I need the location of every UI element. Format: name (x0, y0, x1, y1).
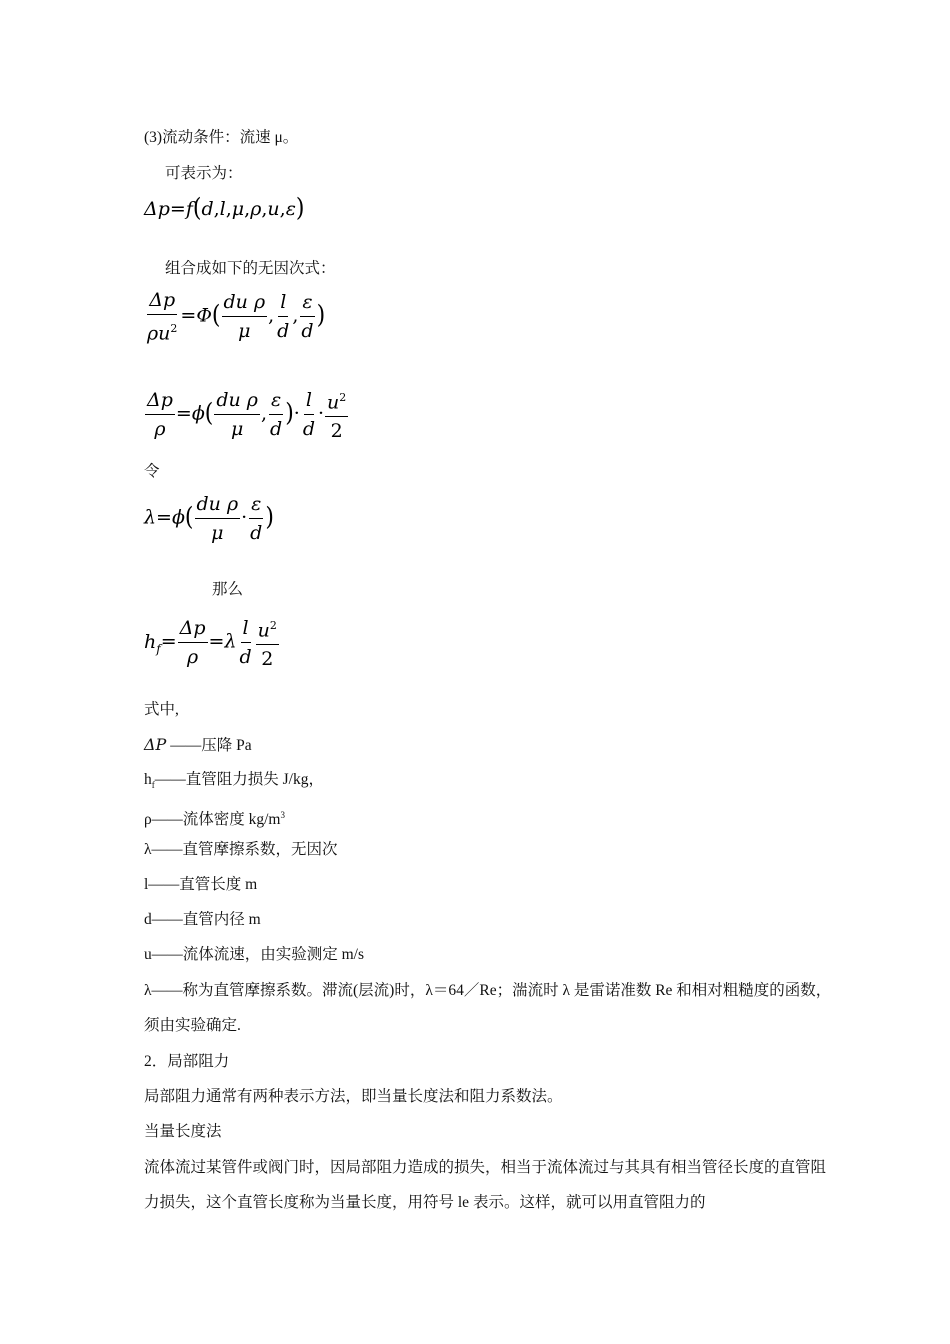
def-velocity: u——流体流速，由实验测定 m/s (144, 946, 365, 963)
expressed-as-line: 可表示为： (165, 165, 243, 182)
def-length: l——直管长度 m (144, 876, 258, 893)
equation-2: $\frac{\Delta p}{\rho u^2}$ =Φ( $\frac{\text{du ρ}}{\mu}$ , $\frac{l}{d}$ , $\frac{\varepsilon}{d}$ ) (147, 289, 326, 345)
equation-5: $h_f=$ $\frac{\Delta p}{\rho}$ =λ $\frac{l}{d}$ $\frac{u^2}{2}$ (144, 614, 280, 671)
equation-3: $\frac{\Delta p}{\rho}$ =ϕ( $\frac{\text{du ρ}}{\mu}$ , $\frac{\varepsilon}{d}$ )· $\frac{l}{d}$ · $\frac{u^2}{2}$ (144, 386, 349, 443)
def-friction-factor-explanation: λ——称为直管摩擦系数。滞流(层流)时，λ＝64／Re；湍流时 λ 是雷诺准数 Re 和相对粗糙度的函数，须由实验确定. (144, 982, 832, 1034)
let-line: 令 (144, 463, 160, 480)
equivalent-length-heading: 当量长度法 (144, 1123, 222, 1140)
equation-1: Δp=f(d,l,μ,ρ,u,ε) (144, 194, 305, 223)
def-head-loss: $h_f——$直管阻力损失 J/kg， (144, 771, 324, 791)
def-pressure-drop: ΔP ——压降 Pa (144, 735, 252, 754)
equivalent-length-paragraph: 流体流过某管件或阀门时，因局部阻力造成的损失，相当于流体流过与其具有相当管径长度的直管阻力损失，这个直管长度称为当量长度，用符号 le 表示。这样，就可以用直管阻力的 (144, 1159, 827, 1211)
section-2-intro: 局部阻力通常有两种表示方法，即当量长度法和阻力系数法。 (144, 1088, 563, 1105)
then-line: 那么 (212, 581, 244, 598)
equation-4: λ=ϕ( $\frac{\text{du ρ}}{\mu}$ · $\frac{\varepsilon}{d}$ ) (144, 493, 274, 544)
def-friction-factor: λ——直管摩擦系数，无因次 (144, 841, 338, 858)
section-2-heading: 2．局部阻力 (144, 1053, 230, 1070)
def-diameter: d——直管内径 m (144, 911, 261, 928)
where-line: 式中, (144, 701, 179, 718)
flow-condition-line: (3)流动条件：流速 μ。 (144, 129, 299, 146)
def-density: ρ——流体密度 $kg/m^3$ (144, 810, 285, 829)
dimensionless-form-line: 组合成如下的无因次式： (165, 260, 336, 277)
